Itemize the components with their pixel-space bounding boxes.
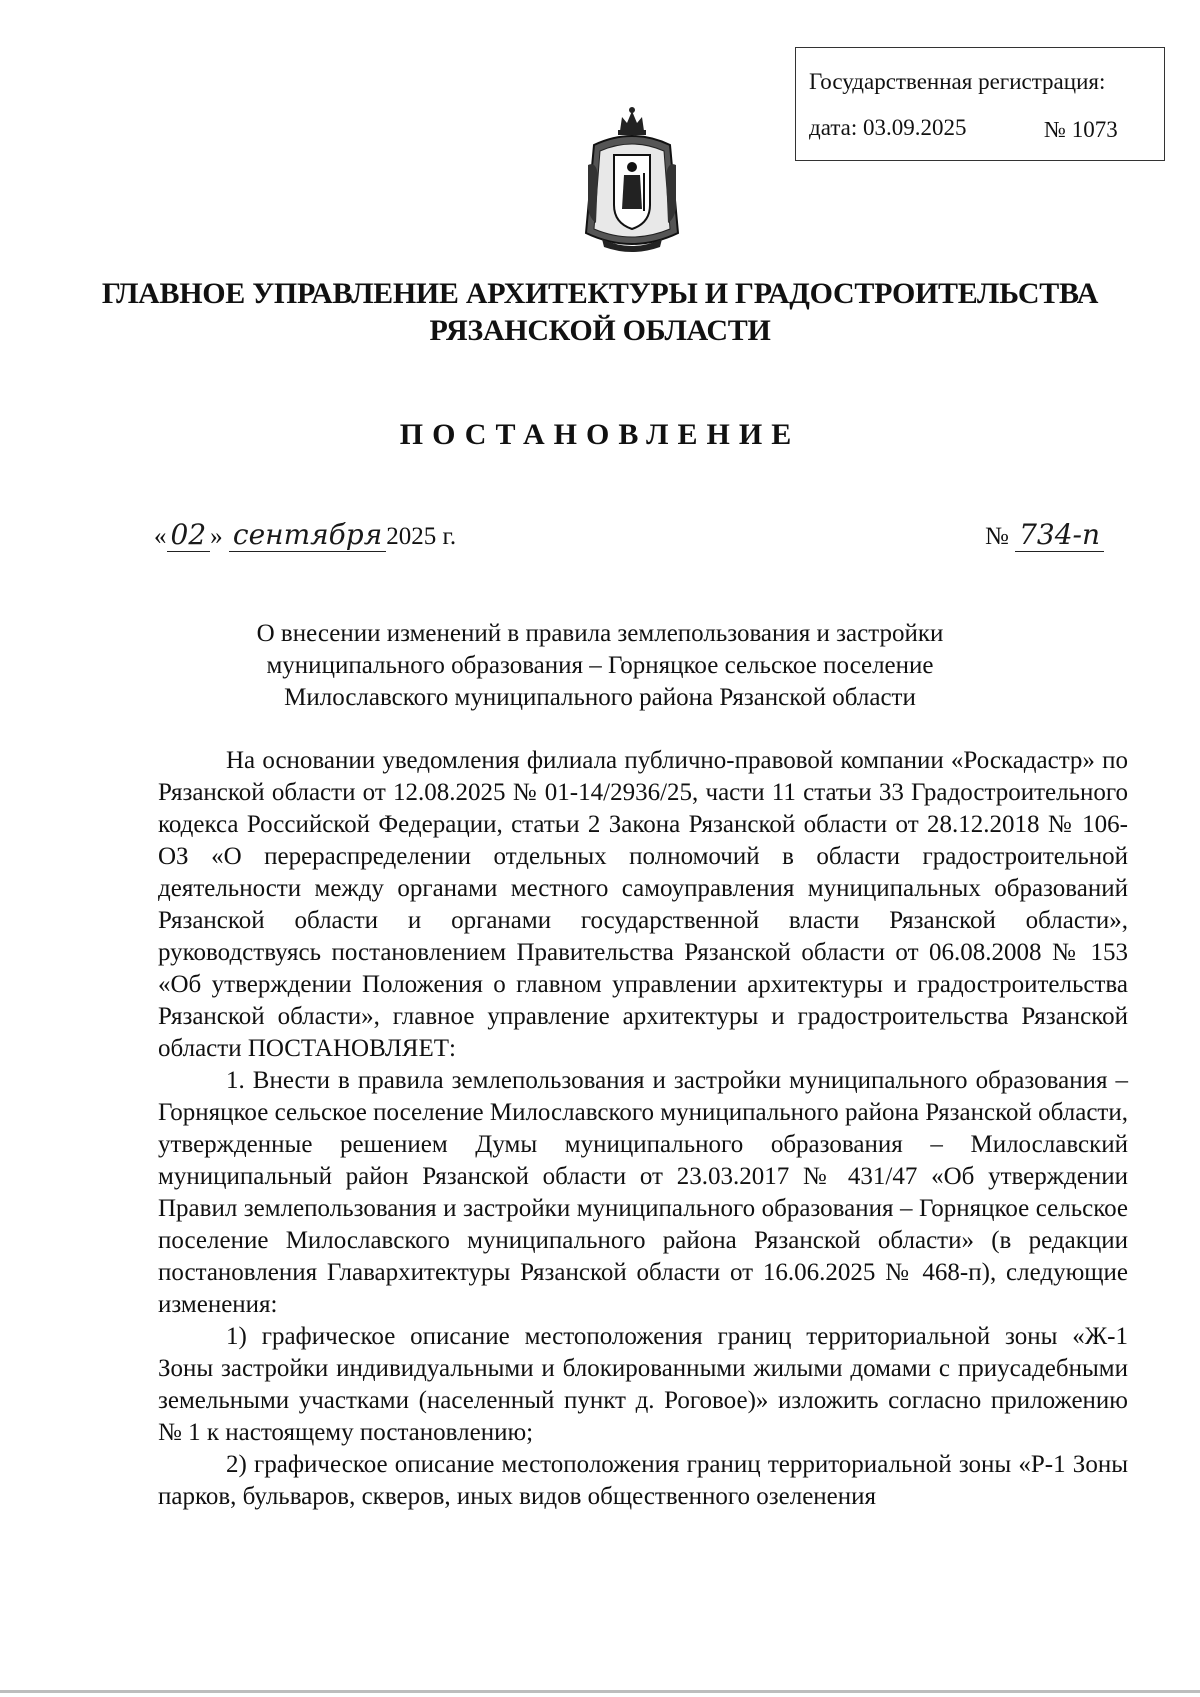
document-type: ПОСТАНОВЛЕНИЕ [399,418,801,451]
decree-date [154,518,456,558]
ryazan-coat-of-arms-icon [582,105,682,260]
registration-title: Государственная регистрация: [809,69,1106,94]
close-quote: » [210,523,223,550]
body-paragraph-subitem-1: 1) графическое описание местоположения границ территориальной зоны «Ж-1 Зоны застройки индивидуальными и блокированными жилыми домами с приусадебными земельными участками (населенный пункт д. Роговое)» изложить согласно приложению № 1 к настоящему постановлению; [158,1323,1128,1446]
registration-number: № 1073 [1044,117,1118,142]
decree-month: сентября [229,518,386,552]
body-paragraph-preamble: На основании уведомления филиала публично-правовой компании «Роскадастр» по Рязанской области от 12.08.2025 № 01-14/2936/25, части 11 статьи 33 Градостроительного кодекса Российской Федерации, статьи 2 Закона Рязанской области от 28.12.2018 № 106-ОЗ «О перераспределении отдельных полномочий в области градостроительной деятельности между органами местного самоуправления муниципальных образований Рязанской области и органами государственной власти Рязанской области», руководствуясь постановлением Правительства Рязанской области от 06.08.2008 № 153 «Об утверждении Положения о главном управлении архитектуры и градостроительства Рязанской области», главное управление архитектуры и градостроительства Рязанской области ПОСТАНОВЛЯЕТ: [158,747,1128,1062]
decree-number-label: № [985,523,1009,550]
body-paragraph-subitem-2: 2) графическое описание местоположения границ территориальной зоны «Р-1 Зоны парков, бульваров, скверов, иных видов общественного озеленения [158,1451,1128,1510]
organization-title-line-1: ГЛАВНОЕ УПРАВЛЕНИЕ АРХИТЕКТУРЫ И ГРАДОСТРОИТЕЛЬСТВА [101,277,1099,310]
subject-line-3: Милославского муниципального района Рязанской области [284,684,916,711]
page-bottom-edge [0,1690,1200,1693]
decree-year: 2025 г. [386,523,457,550]
registration-date: дата: 03.09.2025 [809,115,967,140]
decree-number-line [985,518,1104,552]
decree-number: 734-п [1015,518,1104,552]
body-paragraph-item-1: 1. Внести в правила землепользования и застройки муниципального образования – Горняцкое сельское поселение Милославского муниципального района Рязанской области, утвержденные решением Думы муниципального образования – Милославский муниципальный район Рязанской области от 23.03.2017 № 431/47 «Об утверждении Правил землепользования и застройки муниципального образования – Горняцкое сельское поселение Милославского муниципального района Рязанской области» (в редакции постановления Главархитектуры Рязанской области от 16.06.2025 № 468-п), следующие изменения: [158,1067,1128,1318]
subject-line-2: муниципального образования – Горняцкое сельское поселение [266,652,934,679]
subject-line-1: О внесении изменений в правила землепользования и застройки [256,620,944,647]
registration-stamp [795,47,1165,161]
open-quote: « [154,523,167,550]
organization-title [0,275,1200,349]
organization-title-line-2: РЯЗАНСКОЙ ОБЛАСТИ [429,314,771,347]
decree-day: 02 [167,518,211,552]
decree-body [158,745,1128,1513]
decree-subject [0,618,1200,714]
